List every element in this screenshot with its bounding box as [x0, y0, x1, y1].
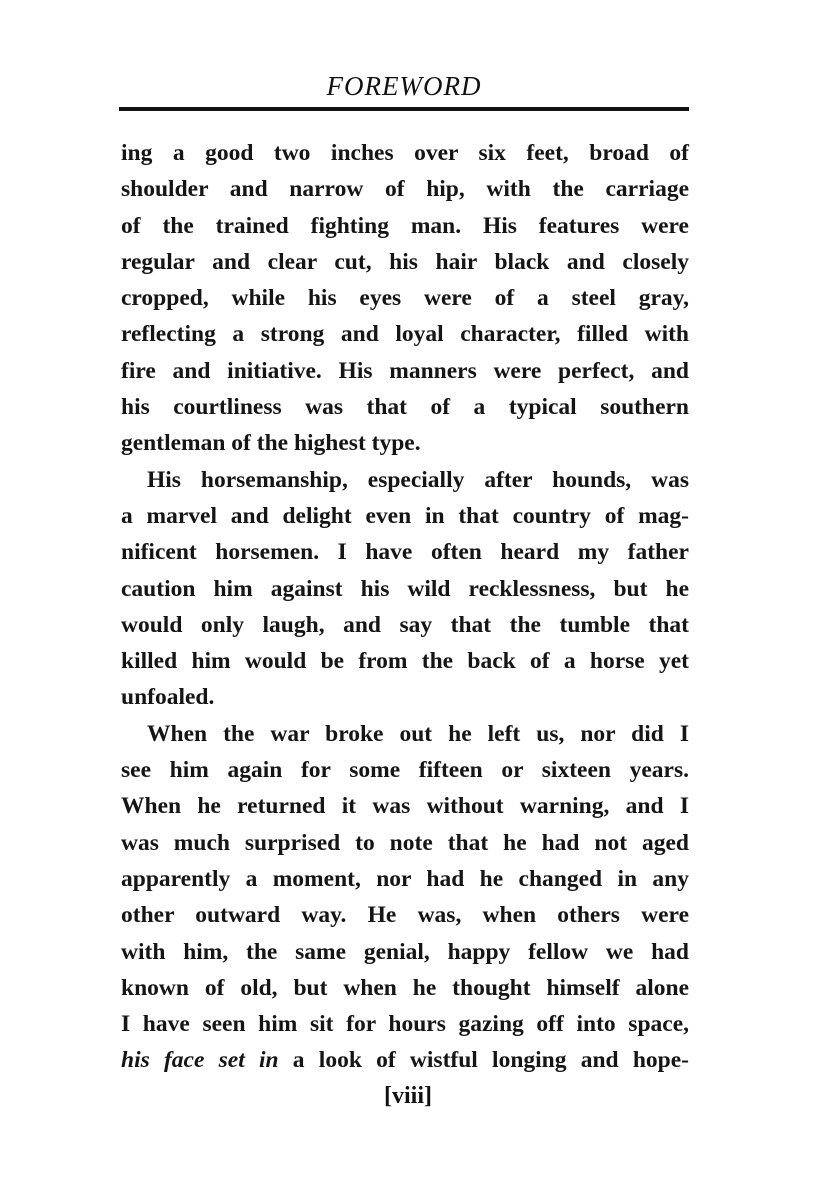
text-line: see him again for some fifteen or sixteen years. — [121, 757, 689, 784]
text-line: known of old, but when he thought himself alone — [121, 974, 689, 1001]
text-line-final — [121, 1042, 689, 1078]
text-line: When the war broke out he left us, nor did I — [147, 720, 689, 747]
running-head: FOREWORD — [326, 71, 482, 101]
text-line: nificent horsemen. I have often heard my father — [121, 539, 689, 566]
text-line: shoulder and narrow of hip, with the carriage — [121, 176, 689, 203]
text-line: ing a good two inches over six feet, broad of — [121, 140, 689, 166]
text-line: would only laugh, and say that the tumble that — [121, 611, 689, 638]
text-line: When he returned it was without warning, and I — [121, 793, 689, 820]
text-line: his courtliness was that of a typical southern — [121, 394, 689, 421]
text-line: unfoaled. — [121, 684, 215, 711]
text-line: reflecting a strong and loyal character, filled with — [121, 321, 689, 348]
text-line: a marvel and delight even in that country of mag- — [121, 502, 689, 529]
text-line: other outward way. He was, when others were — [121, 902, 689, 929]
header-rule — [119, 107, 689, 111]
italic-phrase: his face set in — [121, 1047, 279, 1074]
page-number: [viii] — [384, 1083, 432, 1109]
body-text — [121, 135, 689, 1079]
text-line: caution him against his wild recklessness, but he — [121, 575, 689, 602]
text-line: of the trained fighting man. His features were — [121, 212, 689, 239]
text-line: apparently a moment, nor had he changed in any — [121, 865, 689, 892]
text-line: killed him would be from the back of a horse yet — [121, 648, 689, 675]
text-line: His horsemanship, especially after hounds, was — [147, 466, 689, 493]
text-line: cropped, while his eyes were of a steel gray, — [121, 285, 689, 312]
text-line-rest: a look of wistful longing and hope- — [278, 1047, 689, 1074]
text-line: regular and clear cut, his hair black and closely — [121, 248, 689, 275]
text-line: with him, the same genial, happy fellow we had — [121, 938, 689, 965]
text-line: gentleman of the highest type. — [121, 430, 421, 457]
text-line: fire and initiative. His manners were perfect, and — [121, 357, 689, 384]
text-line: was much surprised to note that he had not aged — [121, 829, 689, 856]
text-line: I have seen him sit for hours gazing off into space, — [121, 1011, 689, 1038]
